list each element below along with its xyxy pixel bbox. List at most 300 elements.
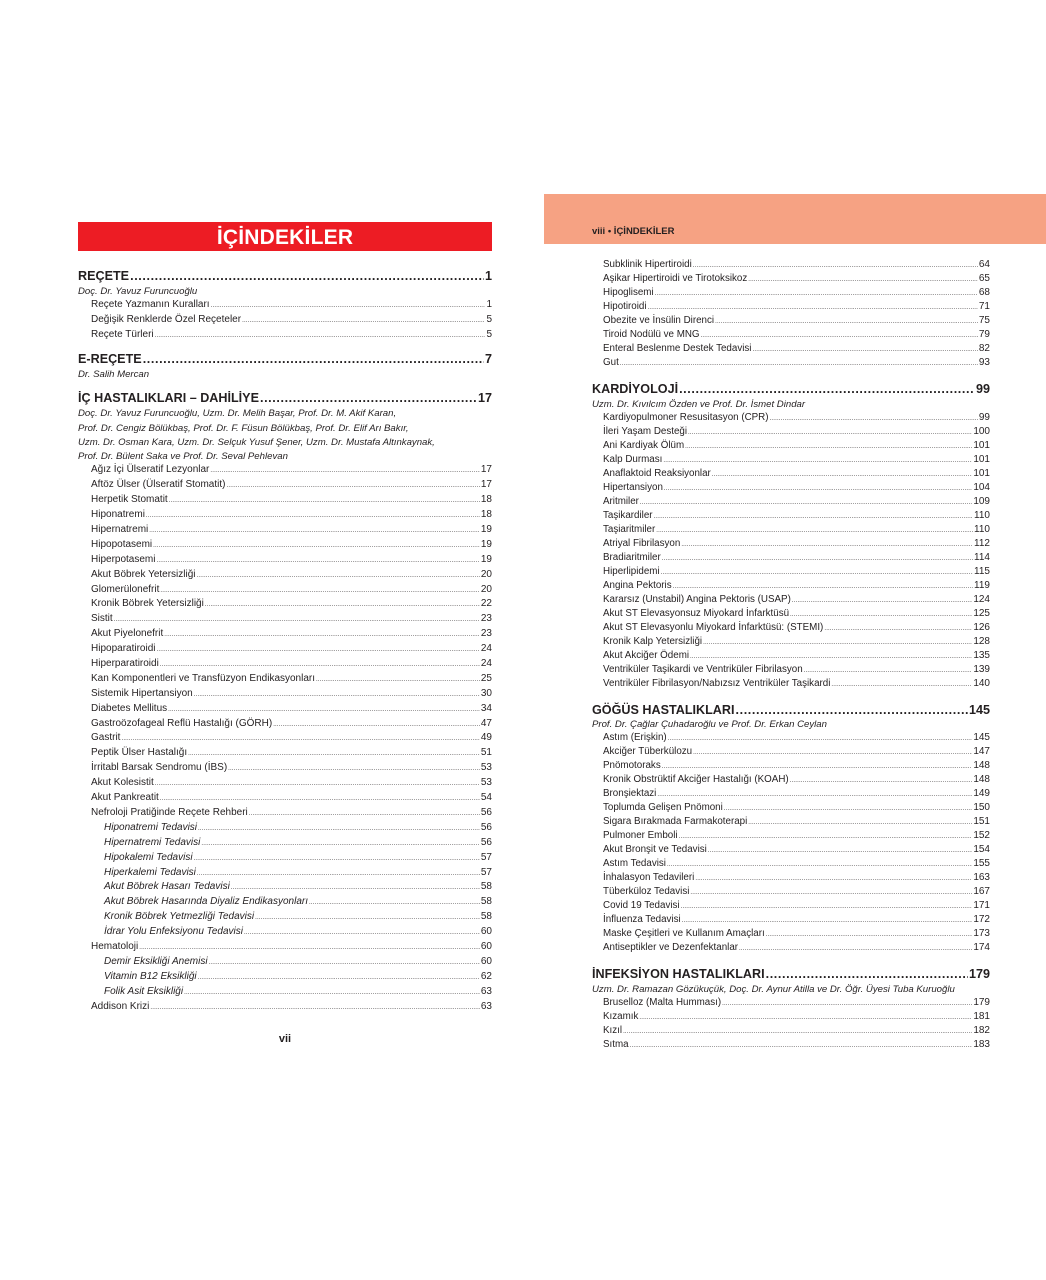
toc-entry	[592, 496, 990, 510]
left-toc	[78, 251, 492, 1015]
toc-entry-title: Gastroözofageal Reflü Hastalığı (GÖRH)	[91, 717, 273, 729]
toc-entry-title: Taşiaritmiler	[603, 523, 656, 535]
toc-entry	[592, 774, 990, 788]
toc-subentry	[78, 852, 492, 867]
dot-leader	[160, 796, 480, 802]
toc-entry	[592, 566, 990, 580]
toc-entry-page: 1	[486, 299, 492, 311]
dot-leader	[156, 558, 479, 564]
toc-entry	[592, 510, 990, 524]
right-toc-continued	[592, 259, 990, 371]
toc-entry-title: Hipernatremi	[91, 524, 149, 536]
toc-entry-title: Hiponatremi	[91, 509, 145, 521]
toc-entry-title: Bruselloz (Malta Humması)	[603, 996, 722, 1008]
toc-entry	[78, 777, 492, 792]
left-page	[78, 222, 492, 1015]
toc-entry-title: Reçete Yazmanın Kuralları	[91, 299, 210, 311]
toc-entry-page: 5	[486, 329, 492, 341]
toc-entry	[592, 622, 990, 636]
toc-entry	[592, 650, 990, 664]
dot-leader	[682, 918, 973, 924]
toc-entry	[592, 816, 990, 830]
toc-entry-page: 56	[480, 821, 492, 833]
dot-leader	[824, 626, 972, 632]
toc-entry-title: Pnömotoraks	[603, 760, 661, 771]
toc-entry	[78, 598, 492, 613]
toc-entry-page: 64	[978, 259, 990, 270]
toc-entry-page: 56	[480, 806, 492, 818]
toc-entry-page: 30	[480, 687, 492, 699]
toc-entry-page: 62	[480, 970, 492, 982]
page-number-left: vii	[278, 1033, 292, 1045]
toc-entry-title: Hipoparatiroidi	[91, 643, 156, 655]
toc-entry	[78, 299, 492, 314]
toc-entry	[592, 788, 990, 802]
toc-entry-title: Hipertansiyon	[603, 481, 663, 493]
toc-entry-page: 19	[480, 538, 492, 550]
toc-entry	[592, 580, 990, 594]
dot-leader	[249, 811, 480, 817]
section-title: E-REÇETE	[78, 351, 142, 366]
dot-leader	[623, 1029, 972, 1035]
toc-entry-page: 20	[480, 568, 492, 580]
toc-entry-page: 58	[480, 911, 492, 923]
section-authors: Prof. Dr. Bülent Saka ve Prof. Dr. Seval Pehlevan	[78, 451, 288, 463]
toc-entry-title: Akut Böbrek Yetersizliği	[91, 568, 196, 580]
toc-entry-page: 148	[973, 760, 990, 771]
dot-leader	[209, 960, 480, 966]
toc-entry	[78, 688, 492, 703]
dot-leader	[724, 806, 973, 812]
section-authors: Dr. Salih Mercan	[78, 368, 150, 380]
toc-entry	[592, 1039, 990, 1053]
toc-entry-page: 47	[480, 717, 492, 729]
toc-entry-title: Subklinik Hipertiroidi	[603, 259, 692, 270]
toc-entry-page: 93	[978, 357, 990, 368]
dot-leader	[736, 703, 968, 717]
toc-entry	[592, 858, 990, 872]
toc-entry-title: Hematoloji	[91, 940, 139, 952]
toc-entry-title: Tiroid Nodülü ve MNG	[603, 329, 700, 340]
toc-entry-page: 179	[973, 996, 990, 1008]
dot-leader	[712, 472, 972, 478]
toc-entry-title: Anaflaktoid Reaksiyonlar	[603, 467, 711, 479]
toc-entry-page: 163	[973, 872, 990, 883]
toc-entry	[592, 732, 990, 746]
dot-leader	[701, 333, 978, 339]
section-authors: Uzm. Dr. Osman Kara, Uzm. Dr. Selçuk Yusuf Şener, Uzm. Dr. Mustafa Altınkaynak,	[78, 436, 435, 448]
dot-leader	[790, 778, 973, 784]
toc-entry	[78, 658, 492, 673]
toc-entry-page: 110	[974, 523, 990, 535]
toc-entry-page: 124	[973, 593, 990, 605]
toc-entry	[592, 872, 990, 886]
toc-entry-title: Astım Tedavisi	[603, 858, 666, 869]
toc-entry	[78, 1001, 492, 1016]
toc-entry	[592, 928, 990, 942]
toc-entry-page: 101	[973, 453, 990, 465]
toc-entry-page: 151	[973, 816, 990, 827]
dot-leader	[130, 269, 484, 283]
toc-entry-title: Hipoglisemi	[603, 287, 654, 298]
toc-entry	[592, 1011, 990, 1025]
toc-subentry	[78, 837, 492, 852]
toc-entry-page: 22	[480, 598, 492, 610]
toc-entry-title: Kızamık	[603, 1010, 639, 1022]
dot-leader	[690, 654, 972, 660]
toc-entry-page: 135	[973, 649, 990, 661]
toc-entry-page: 24	[480, 658, 492, 670]
dot-leader	[309, 900, 480, 906]
dot-leader	[228, 766, 480, 772]
toc-entry	[78, 494, 492, 509]
toc-section-heading	[78, 391, 492, 407]
toc-entry	[592, 259, 990, 273]
toc-entry	[78, 329, 492, 344]
toc-entry-title: Hipernatremi Tedavisi	[104, 836, 201, 848]
toc-entry-page: 49	[480, 732, 492, 744]
toc-entry-page: 60	[480, 926, 492, 938]
toc-entry-title: Nefroloji Pratiğinde Reçete Rehberi	[91, 806, 248, 818]
toc-entry-page: 68	[978, 287, 990, 298]
toc-entry	[78, 732, 492, 747]
toc-entry-title: Addison Krizi	[91, 1000, 150, 1012]
toc-entry-page: 172	[973, 914, 990, 925]
toc-entry-page: 150	[973, 802, 990, 813]
toc-entry-page: 63	[480, 1000, 492, 1012]
toc-entry	[592, 760, 990, 774]
toc-entry-title: Aşikar Hipertiroidi ve Tirotoksikoz	[603, 273, 748, 284]
toc-entry-page: 173	[973, 928, 990, 939]
toc-entry-title: Gastrit	[91, 732, 121, 744]
toc-entry-page: 58	[480, 896, 492, 908]
toc-entry	[78, 314, 492, 329]
toc-entry-page: 183	[973, 1038, 990, 1050]
toc-entry-page: 56	[480, 836, 492, 848]
toc-entry-title: Akut Böbrek Hasarında Diyaliz Endikasyonları	[104, 896, 308, 908]
toc-entry-page: 17	[480, 479, 492, 491]
toc-entry-title: İnfluenza Tedavisi	[603, 914, 681, 925]
toc-entry-title: Hiperkalemi Tedavisi	[104, 866, 196, 878]
toc-entry-page: 18	[480, 509, 492, 521]
toc-entry-page: 19	[480, 553, 492, 565]
dot-leader	[160, 588, 480, 594]
toc-entry-page: 17	[480, 464, 492, 476]
toc-entry	[592, 844, 990, 858]
toc-subentry	[78, 896, 492, 911]
toc-entry	[78, 643, 492, 658]
toc-subentry	[78, 926, 492, 941]
section-page: 99	[975, 382, 990, 396]
dot-leader	[155, 333, 486, 339]
section-title: İNFEKSİYON HASTALIKLARI	[592, 967, 765, 981]
toc-entry-title: Sıtma	[603, 1038, 629, 1050]
section-authors: Uzm. Dr. Ramazan Gözükuçük, Doç. Dr. Aynur Atilla ve Dr. Öğr. Üyesi Tuba Kuruoğlu	[592, 983, 955, 995]
toc-entry-title: Kızıl	[603, 1024, 623, 1036]
toc-entry-title: Akut Piyelonefrit	[91, 628, 164, 640]
toc-entry-title: Demir Eksikliği Anemisi	[104, 955, 208, 967]
toc-entry	[592, 315, 990, 329]
toc-entry-title: Bradiaritmiler	[603, 551, 661, 563]
dot-leader	[681, 542, 973, 548]
dot-leader	[156, 647, 479, 653]
toc-entry-title: Angina Pektoris	[603, 579, 672, 591]
toc-entry	[592, 440, 990, 454]
dot-leader	[273, 722, 480, 728]
toc-entry-title: Hipopotasemi	[91, 538, 153, 550]
toc-entry-page: 53	[480, 762, 492, 774]
dot-leader	[831, 682, 972, 688]
toc-entry-page: 128	[973, 635, 990, 647]
toc-entry-title: Folik Asit Eksikliği	[104, 985, 184, 997]
section-title: REÇETE	[78, 269, 130, 283]
toc-subentry	[78, 986, 492, 1001]
toc-entry-page: 82	[978, 343, 990, 354]
toc-entry-title: Hiperparatiroidi	[91, 658, 159, 670]
dot-leader	[679, 382, 975, 396]
toc-entry-title: Bronşiektazi	[603, 788, 657, 799]
section-page: 179	[968, 967, 990, 981]
dot-leader	[673, 584, 973, 590]
toc-entry-title: Hiperlipidemi	[603, 565, 660, 577]
dot-leader	[316, 677, 480, 683]
section-title: İÇ HASTALIKLARI – DAHİLİYE	[78, 391, 259, 406]
toc-entry-page: 154	[973, 844, 990, 855]
toc-entry-page: 57	[480, 851, 492, 863]
dot-leader	[664, 486, 972, 492]
toc-entry	[592, 329, 990, 343]
toc-entry-title: Herpetik Stomatit	[91, 494, 168, 506]
toc-entry-title: Aftöz Ülser (Ülseratif Stomatit)	[91, 479, 226, 491]
dot-leader	[194, 856, 480, 862]
dot-leader	[685, 444, 972, 450]
dot-leader	[662, 556, 973, 562]
dot-leader	[198, 826, 480, 832]
toc-entry	[78, 479, 492, 494]
toc-entry-title: Toplumda Gelişen Pnömoni	[603, 802, 723, 813]
toc-entry-title: Taşikardiler	[603, 509, 653, 521]
dot-leader	[155, 781, 480, 787]
toc-entry-title: Değişik Renklerde Özel Reçeteler	[91, 314, 242, 326]
toc-entry-page: 152	[973, 830, 990, 841]
dot-leader	[693, 263, 978, 269]
dot-leader	[752, 347, 977, 353]
toc-entry-page: 119	[974, 579, 990, 591]
dot-leader	[722, 1001, 972, 1007]
dot-leader	[205, 602, 480, 608]
toc-entry	[592, 678, 990, 692]
toc-entry-title: Akut ST Elevasyonsuz Miyokard İnfarktüsü	[603, 607, 790, 619]
toc-entry-title: Ani Kardiyak Ölüm	[603, 439, 685, 451]
toc-entry-page: 71	[978, 301, 990, 312]
toc-entry-page: 53	[480, 777, 492, 789]
toc-entry	[592, 412, 990, 426]
dot-leader	[766, 932, 973, 938]
section-title: KARDİYOLOJİ	[592, 382, 679, 396]
toc-entry	[592, 287, 990, 301]
toc-entry	[78, 807, 492, 822]
toc-entry-title: Akut ST Elevasyonlu Miyokard İnfarktüsü: (STEMI)	[603, 621, 824, 633]
dot-leader	[194, 692, 480, 698]
toc-entry-page: 167	[973, 886, 990, 897]
dot-leader	[630, 1043, 973, 1049]
toc-entry-title: Astım (Erişkin)	[603, 732, 667, 743]
dot-leader	[184, 990, 480, 996]
toc-entry	[592, 482, 990, 496]
toc-entry-page: 58	[480, 881, 492, 893]
toc-entry-page: 19	[480, 524, 492, 536]
toc-entry	[78, 703, 492, 718]
toc-entry	[592, 830, 990, 844]
toc-entry-title: Glomerülonefrit	[91, 583, 160, 595]
dot-leader	[663, 458, 972, 464]
toc-entry	[592, 426, 990, 440]
toc-entry-page: 171	[973, 900, 990, 911]
dot-leader	[168, 707, 480, 713]
toc-entry	[592, 454, 990, 468]
toc-entry-title: Kalp Durması	[603, 453, 663, 465]
dot-leader	[655, 291, 978, 297]
dot-leader	[620, 361, 978, 367]
dot-leader	[766, 967, 968, 981]
toc-section-heading	[78, 352, 492, 368]
dot-leader	[639, 1015, 972, 1021]
toc-subentry	[78, 867, 492, 882]
toc-entry-title: Akut Böbrek Hasarı Tedavisi	[104, 881, 230, 893]
toc-entry-page: 54	[480, 792, 492, 804]
dot-leader	[201, 841, 480, 847]
section-title: GÖĞÜS HASTALIKLARI	[592, 702, 735, 717]
toc-entry-page: 5	[486, 314, 492, 326]
toc-entry-page: 140	[973, 677, 990, 689]
toc-entry	[592, 524, 990, 538]
toc-entry	[78, 569, 492, 584]
toc-entry	[592, 746, 990, 760]
toc-entry	[592, 942, 990, 956]
toc-entry	[78, 747, 492, 762]
dot-leader	[708, 848, 972, 854]
toc-entry-title: Kronik Kalp Yetersizliği	[603, 635, 703, 647]
dot-leader	[748, 820, 972, 826]
toc-title: İÇİNDEKİLER	[78, 222, 492, 251]
toc-entry-page: 125	[973, 607, 990, 619]
toc-entry-title: Sigara Bırakmada Farmakoterapi	[603, 816, 748, 827]
dot-leader	[770, 416, 978, 422]
toc-entry-page: 115	[974, 565, 990, 577]
dot-leader	[690, 890, 972, 896]
section-page: 1	[484, 269, 492, 283]
dot-leader	[715, 319, 978, 325]
toc-section-heading	[592, 382, 990, 398]
toc-entry-page: 101	[973, 439, 990, 451]
toc-entry-page: 65	[978, 273, 990, 284]
toc-entry-title: Akut Kolesistit	[91, 777, 154, 789]
section-authors: Doç. Dr. Yavuz Furuncuoğlu	[78, 286, 198, 297]
toc-entry-title: İnhalasyon Tedavileri	[603, 872, 695, 883]
toc-entry-page: 63	[480, 985, 492, 997]
dot-leader	[210, 468, 479, 474]
toc-entry	[592, 636, 990, 650]
toc-entry	[78, 628, 492, 643]
toc-entry-page: 181	[973, 1010, 990, 1022]
toc-entry-title: Kronik Böbrek Yetersizliği	[91, 598, 204, 610]
toc-entry	[78, 509, 492, 524]
dot-leader	[668, 736, 973, 742]
toc-entry-title: Akut Pankreatit	[91, 792, 159, 804]
toc-entry-page: 101	[973, 467, 990, 479]
dot-leader	[150, 1005, 480, 1011]
toc-entry	[592, 552, 990, 566]
toc-entry	[592, 343, 990, 357]
toc-entry	[592, 886, 990, 900]
toc-entry-page: 182	[973, 1024, 990, 1036]
dot-leader	[661, 570, 973, 576]
toc-entry-title: Maske Çeşitleri ve Kullanım Amaçları	[603, 928, 765, 939]
dot-leader	[657, 792, 972, 798]
dot-leader	[656, 528, 973, 534]
dot-leader	[242, 318, 485, 324]
toc-entry-page: 23	[480, 628, 492, 640]
right-page-header: viii • İÇİNDEKİLER	[592, 226, 675, 237]
dot-leader	[149, 528, 480, 534]
dot-leader	[164, 632, 480, 638]
dot-leader	[681, 904, 973, 910]
toc-entry-title: İleri Yaşam Desteği	[603, 425, 688, 437]
toc-entry-title: Akciğer Tüberkülozu	[603, 746, 693, 757]
toc-entry-page: 114	[974, 551, 990, 563]
dot-leader	[748, 277, 978, 283]
toc-entry	[78, 941, 492, 956]
toc-section-heading	[78, 269, 492, 285]
dot-leader	[640, 500, 972, 506]
toc-entry-page: 60	[480, 955, 492, 967]
toc-entry-title: Akut Akciğer Ödemi	[603, 649, 690, 661]
toc-entry	[592, 301, 990, 315]
dot-leader	[792, 598, 972, 604]
right-toc	[592, 371, 990, 1053]
toc-subentry	[78, 822, 492, 837]
right-page	[592, 259, 990, 1053]
toc-entry-page: 99	[978, 411, 990, 423]
toc-entry-title: Hipokalemi Tedavisi	[104, 851, 193, 863]
dot-leader	[211, 303, 486, 309]
toc-entry-title: Aritmiler	[603, 495, 639, 507]
toc-entry	[592, 468, 990, 482]
toc-entry-title: Vitamin B12 Eksikliği	[104, 970, 197, 982]
toc-entry-page: 126	[973, 621, 990, 633]
toc-entry-title: Atriyal Fibrilasyon	[603, 537, 681, 549]
toc-entry-page: 57	[480, 866, 492, 878]
dot-leader	[703, 640, 972, 646]
dot-leader	[169, 498, 480, 504]
toc-entry	[592, 608, 990, 622]
toc-entry	[592, 997, 990, 1011]
toc-section-heading	[592, 703, 990, 719]
toc-section-heading	[592, 967, 990, 983]
dot-leader	[226, 483, 479, 489]
toc-entry-title: Peptik Ülser Hastalığı	[91, 747, 188, 759]
dot-leader	[198, 975, 480, 981]
toc-entry	[78, 524, 492, 539]
toc-subentry	[78, 911, 492, 926]
toc-entry-title: Hiperpotasemi	[91, 553, 156, 565]
toc-entry-title: Enteral Beslenme Destek Tedavisi	[603, 343, 752, 354]
toc-entry-title: Pulmoner Emboli	[603, 830, 678, 841]
toc-entry-title: Kan Komponentleri ve Transfüzyon Endikasyonları	[91, 672, 316, 684]
toc-entry-title: Covid 19 Tedavisi	[603, 900, 680, 911]
dot-leader	[688, 430, 972, 436]
toc-entry	[592, 357, 990, 371]
